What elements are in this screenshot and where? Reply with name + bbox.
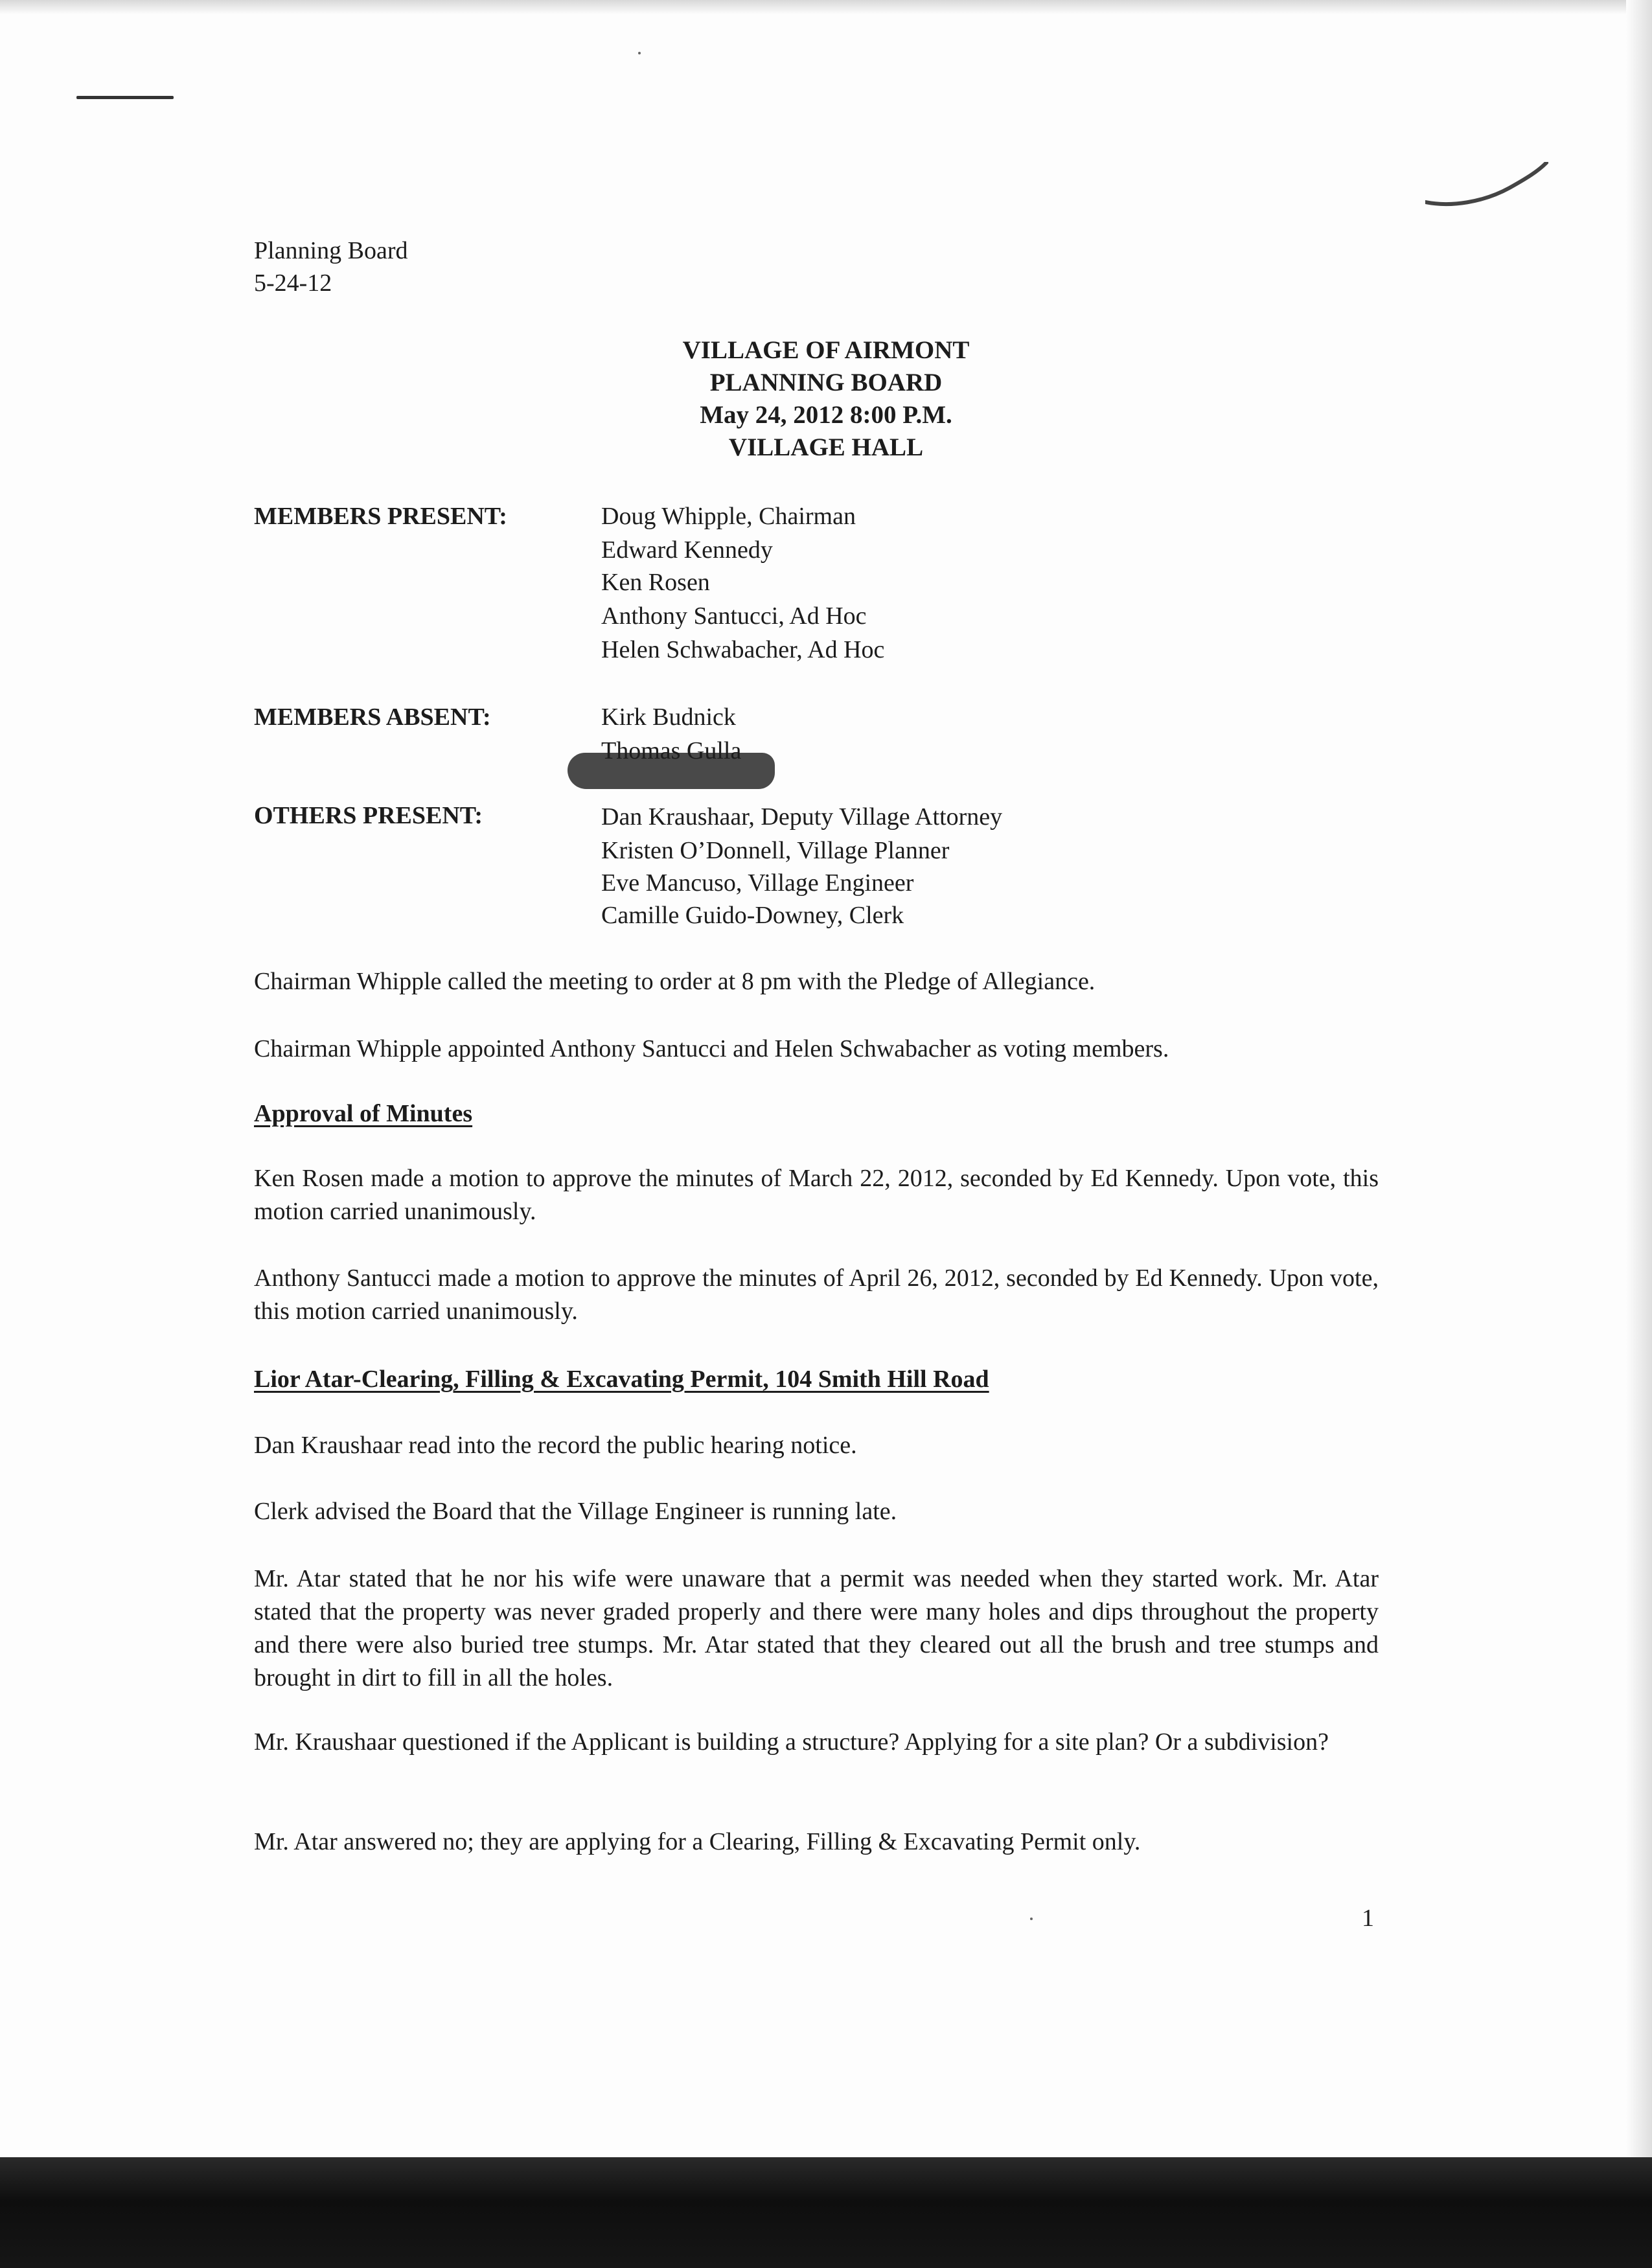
members-absent-label: MEMBERS ABSENT:	[254, 704, 491, 731]
member-present: Helen Schwabacher, Ad Hoc	[601, 636, 885, 663]
other-present: Eve Mancuso, Village Engineer	[601, 869, 914, 897]
header-date: 5-24-12	[254, 269, 332, 297]
page-top-edge	[0, 0, 1652, 14]
paragraph-hearing-notice: Dan Kraushaar read into the record the public hearing notice.	[254, 1432, 857, 1459]
pen-check-mark	[1425, 162, 1548, 214]
section-heading-atar-permit: Lior Atar-Clearing, Filling & Excavating Permit, 104 Smith Hill Road	[254, 1366, 989, 1393]
others-present-label: OTHERS PRESENT:	[254, 802, 483, 829]
title-village: VILLAGE OF AIRMONT	[682, 336, 970, 364]
speck	[1030, 1918, 1033, 1920]
title-location: VILLAGE HALL	[728, 433, 924, 461]
title-date-time: May 24, 2012 8:00 P.M.	[700, 401, 952, 429]
paragraph-minutes-march: Ken Rosen made a motion to approve the minutes of March 22, 2012, seconded by Ed Kennedy. Upon vote, this motion carried unanimously.	[254, 1165, 1379, 1225]
title-board: PLANNING BOARD	[709, 369, 943, 396]
member-absent: Kirk Budnick	[601, 704, 736, 731]
paragraph-kraushaar-question: Mr. Kraushaar questioned if the Applicant is building a structure? Applying for a site plan? Or a subdivision?	[254, 1728, 1329, 1756]
member-absent: Thomas Gulla	[601, 737, 742, 764]
paragraph-minutes-april: Anthony Santucci made a motion to approve the minutes of April 26, 2012, seconded by Ed Kennedy. Upon vote, this motion carried unanimously.	[254, 1265, 1379, 1325]
header-board: Planning Board	[254, 237, 408, 264]
page-right-edge	[1626, 0, 1652, 2157]
paragraph-engineer-late: Clerk advised the Board that the Village Engineer is running late.	[254, 1498, 897, 1525]
other-present: Camille Guido-Downey, Clerk	[601, 902, 904, 929]
member-present: Doug Whipple, Chairman	[601, 503, 856, 530]
members-present-label: MEMBERS PRESENT:	[254, 503, 507, 530]
member-present: Edward Kennedy	[601, 536, 773, 564]
page-number: 1	[1362, 1905, 1374, 1932]
paragraph-atar-answer: Mr. Atar answered no; they are applying for a Clearing, Filling & Excavating Permit only.	[254, 1828, 1141, 1855]
pen-dash-mark	[76, 96, 174, 99]
member-present: Anthony Santucci, Ad Hoc	[601, 602, 867, 630]
paragraph-atar-statement: Mr. Atar stated that he nor his wife were unaware that a permit was needed when they started work. Mr. Atar stated that the property was never graded properly and there were many holes and dips throughout the property and there were also buried tree stumps. Mr. Atar stated that they cleared out all the brush and tree stumps and brought in dirt to fill in all the holes.	[254, 1565, 1379, 1691]
scanner-bottom-shadow	[0, 2157, 1652, 2268]
paragraph-appointment: Chairman Whipple appointed Anthony Santucci and Helen Schwabacher as voting members.	[254, 1035, 1169, 1062]
paragraph-call-to-order: Chairman Whipple called the meeting to order at 8 pm with the Pledge of Allegiance.	[254, 968, 1096, 995]
other-present: Dan Kraushaar, Deputy Village Attorney	[601, 803, 1003, 830]
other-present: Kristen O’Donnell, Village Planner	[601, 837, 950, 864]
speck	[638, 52, 641, 54]
member-present: Ken Rosen	[601, 569, 710, 596]
section-heading-minutes: Approval of Minutes	[254, 1100, 473, 1127]
